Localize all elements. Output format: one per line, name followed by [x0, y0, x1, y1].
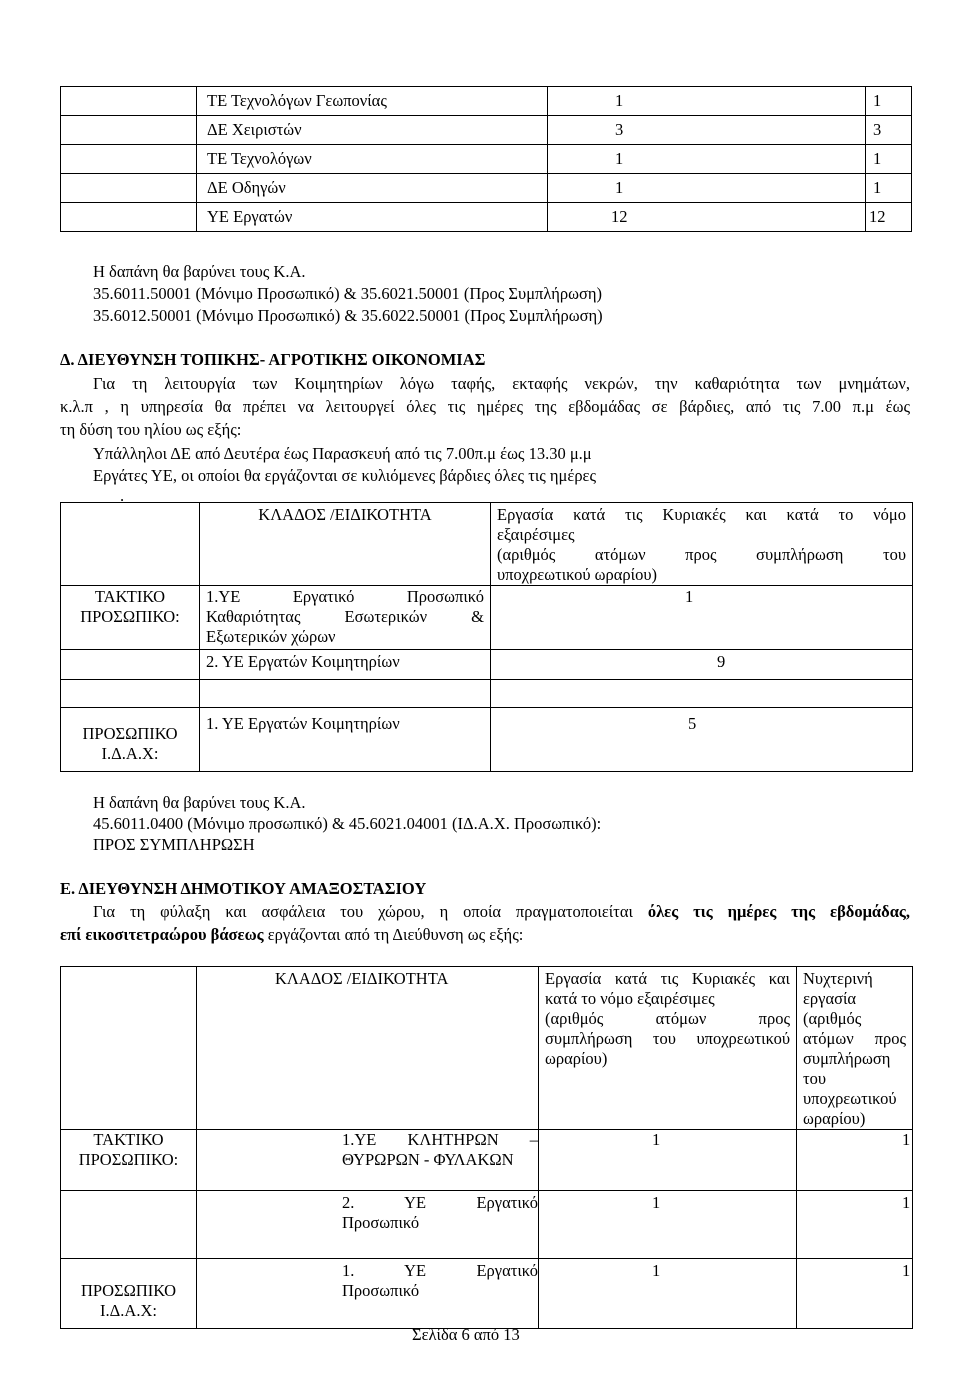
section-heading: Ε. ΔΙΕΥΘΥΝΣΗ ΔΗΜΟΤΙΚΟΥ ΑΜΑΞΟΣΤΑΣΙΟΥ	[60, 879, 427, 898]
table-cell: 1	[797, 1191, 913, 1259]
row-label: ΠΡΟΣΩΠΙΚΟ:	[80, 607, 180, 626]
table-cell: Καθαριότητας Εσωτερικών &	[206, 607, 484, 626]
column-header: συμπλήρωση του	[803, 1049, 891, 1088]
expense-line: 35.6012.50001 (Μόνιμο Προσωπικό) & 35.6022.50001 (Προς Συμπλήρωση)	[93, 306, 603, 325]
expense-line: 45.6011.0400 (Μόνιμο προσωπικό) & 45.6021.04001 (ΙΔ.Α.Χ. Προσωπικό):	[93, 814, 602, 833]
table-cell: 2. ΥΕ Εργατικό	[342, 1193, 538, 1212]
table-cell: 5	[491, 708, 913, 772]
paragraph-line: επί εικοσιτετραώρου βάσεως εργάζονται από τη Διεύθυνση ως εξής:	[60, 925, 524, 944]
table-cell: 1	[866, 87, 912, 116]
table-cell: 1	[491, 586, 913, 650]
paragraph-line: Για τη λειτουργία των Κοιμητηρίων λόγω ταφής, εκταφής νεκρών, την καθαριότητα των μνημάτων,	[93, 374, 910, 393]
table-cell: 12	[548, 203, 866, 232]
row-label: Ι.Δ.Α.Χ:	[100, 1301, 157, 1320]
column-header: συμπλήρωση του υποχρεωτικού	[545, 1029, 790, 1048]
row-label: Ι.Δ.Α.Χ:	[101, 744, 159, 763]
table-cell: ΤΕ Τεχνολόγων	[197, 145, 548, 174]
table-cell: 3	[866, 116, 912, 145]
table-cell: 2. ΥΕ Εργατών Κοιμητηρίων	[200, 650, 491, 680]
table-cell: 1.ΥΕ ΚΛΗΤΗΡΩΝ –	[342, 1130, 538, 1149]
column-header: ΚΛΑΔΟΣ /ΕΙΔΙΚΟΤΗΤΑ	[258, 505, 432, 524]
column-header: κατά το νόμο εξαιρέσιμες	[545, 989, 715, 1008]
row-label: ΤΑΚΤΙΚΟ	[93, 1130, 164, 1149]
column-header: Νυχτερινή εργασία	[803, 969, 873, 1008]
page-number: Σελίδα 6 από 13	[412, 1325, 520, 1344]
staff-table-cemeteries	[60, 502, 913, 772]
paragraph-line: Για τη φύλαξη και ασφάλεια του χώρου, η οποία πραγματοποιείται όλες τις ημέρες της εβδομάδας,	[93, 902, 911, 921]
column-header: ΚΛΑΔΟΣ /ΕΙΔΙΚΟΤΗΤΑ	[275, 969, 449, 988]
paragraph-line: Εργάτες ΥΕ, οι οποίοι θα εργάζονται σε κυλιόμενες βάρδιες όλες τις ημέρες	[93, 466, 597, 485]
table-cell: ΤΕ Τεχνολόγων Γεωπονίας	[197, 87, 548, 116]
paragraph-line: Υπάλληλοι ΔΕ από Δευτέρα έως Παρασκευή από τις 7.00π.μ έως 13.30 μ.μ	[93, 444, 592, 463]
table-cell: 1	[866, 174, 912, 203]
table-cell: ΘΥΡΩΡΩΝ - ΦΥΛΑΚΩΝ	[342, 1150, 514, 1169]
table-cell: ΔΕ Χειριστών	[197, 116, 548, 145]
paragraph-line: τη δύση του ηλίου ως εξής:	[60, 420, 242, 439]
table-cell: 3	[548, 116, 866, 145]
expense-line: Η δαπάνη θα βαρύνει τους Κ.Α.	[93, 262, 306, 281]
column-header: εξαιρέσιμες	[497, 525, 575, 544]
table-cell: 1. ΥΕ Εργατών Κοιμητηρίων	[200, 708, 491, 772]
column-header: υποχρεωτικού ωραρίου)	[497, 565, 657, 584]
table-cell: Προσωπικό	[342, 1281, 420, 1300]
table-cell: 1	[548, 145, 866, 174]
section-heading: Δ. ΔΙΕΥΘΥΝΣΗ ΤΟΠΙΚΗΣ- ΑΓΡΟΤΙΚΗΣ ΟΙΚΟΝΟΜΙΑΣ	[60, 350, 486, 369]
table-cell: Εξωτερικών χώρων	[206, 627, 336, 646]
column-header: (αριθμός ατόμων προς συμπλήρωση του	[497, 545, 906, 564]
expense-line: 35.6011.50001 (Μόνιμο Προσωπικό) & 35.6021.50001 (Προς Συμπλήρωση)	[93, 284, 602, 303]
row-label: ΠΡΟΣΩΠΙΚΟ	[82, 724, 178, 743]
table-cell: Προσωπικό	[342, 1213, 420, 1232]
table-cell: 9	[491, 650, 913, 680]
table-cell: 12	[866, 203, 912, 232]
table-cell: 1	[797, 1259, 913, 1329]
staff-table-top	[60, 86, 912, 232]
column-header: Εργασία κατά τις Κυριακές και κατά το νόμο	[497, 505, 906, 524]
table-cell: 1	[539, 1259, 797, 1329]
column-header: Εργασία κατά τις Κυριακές και	[545, 969, 790, 988]
column-header: (αριθμός ατόμων προς	[545, 1009, 790, 1028]
row-label: ΠΡΟΣΩΠΙΚΟ	[81, 1281, 176, 1300]
expense-line: ΠΡΟΣ ΣΥΜΠΛΗΡΩΣΗ	[93, 835, 255, 854]
table-cell: 1. ΥΕ Εργατικό	[342, 1261, 538, 1280]
table-cell: 1.ΥΕ Εργατικό Προσωπικό	[206, 587, 484, 606]
column-header: ωραρίου)	[545, 1049, 608, 1068]
table-cell: ΥΕ Εργατών	[197, 203, 548, 232]
expense-line: Η δαπάνη θα βαρύνει τους Κ.Α.	[93, 793, 306, 812]
column-header: (αριθμός ατόμων προς	[803, 1009, 906, 1048]
table-cell: 1	[548, 174, 866, 203]
column-header: υποχρεωτικού ωραρίου)	[803, 1089, 897, 1128]
table-cell: 1	[539, 1130, 797, 1191]
table-cell: 1	[866, 145, 912, 174]
staff-table-depot	[60, 966, 913, 1329]
table-cell: 1	[539, 1191, 797, 1259]
table-cell: ΔΕ Οδηγών	[197, 174, 548, 203]
row-label: ΠΡΟΣΩΠΙΚΟ:	[78, 1150, 179, 1169]
table-cell: 1	[797, 1130, 913, 1191]
row-label: ΤΑΚΤΙΚΟ	[94, 587, 166, 606]
table-cell: 1	[548, 87, 866, 116]
paragraph-line: κ.λ.π , η υπηρεσία θα πρέπει να λειτουργεί όλες τις ημέρες της εβδομάδας σε βάρδιες, από τις 7.00 π.μ έως	[60, 397, 910, 416]
paragraph-line: .	[120, 486, 125, 505]
